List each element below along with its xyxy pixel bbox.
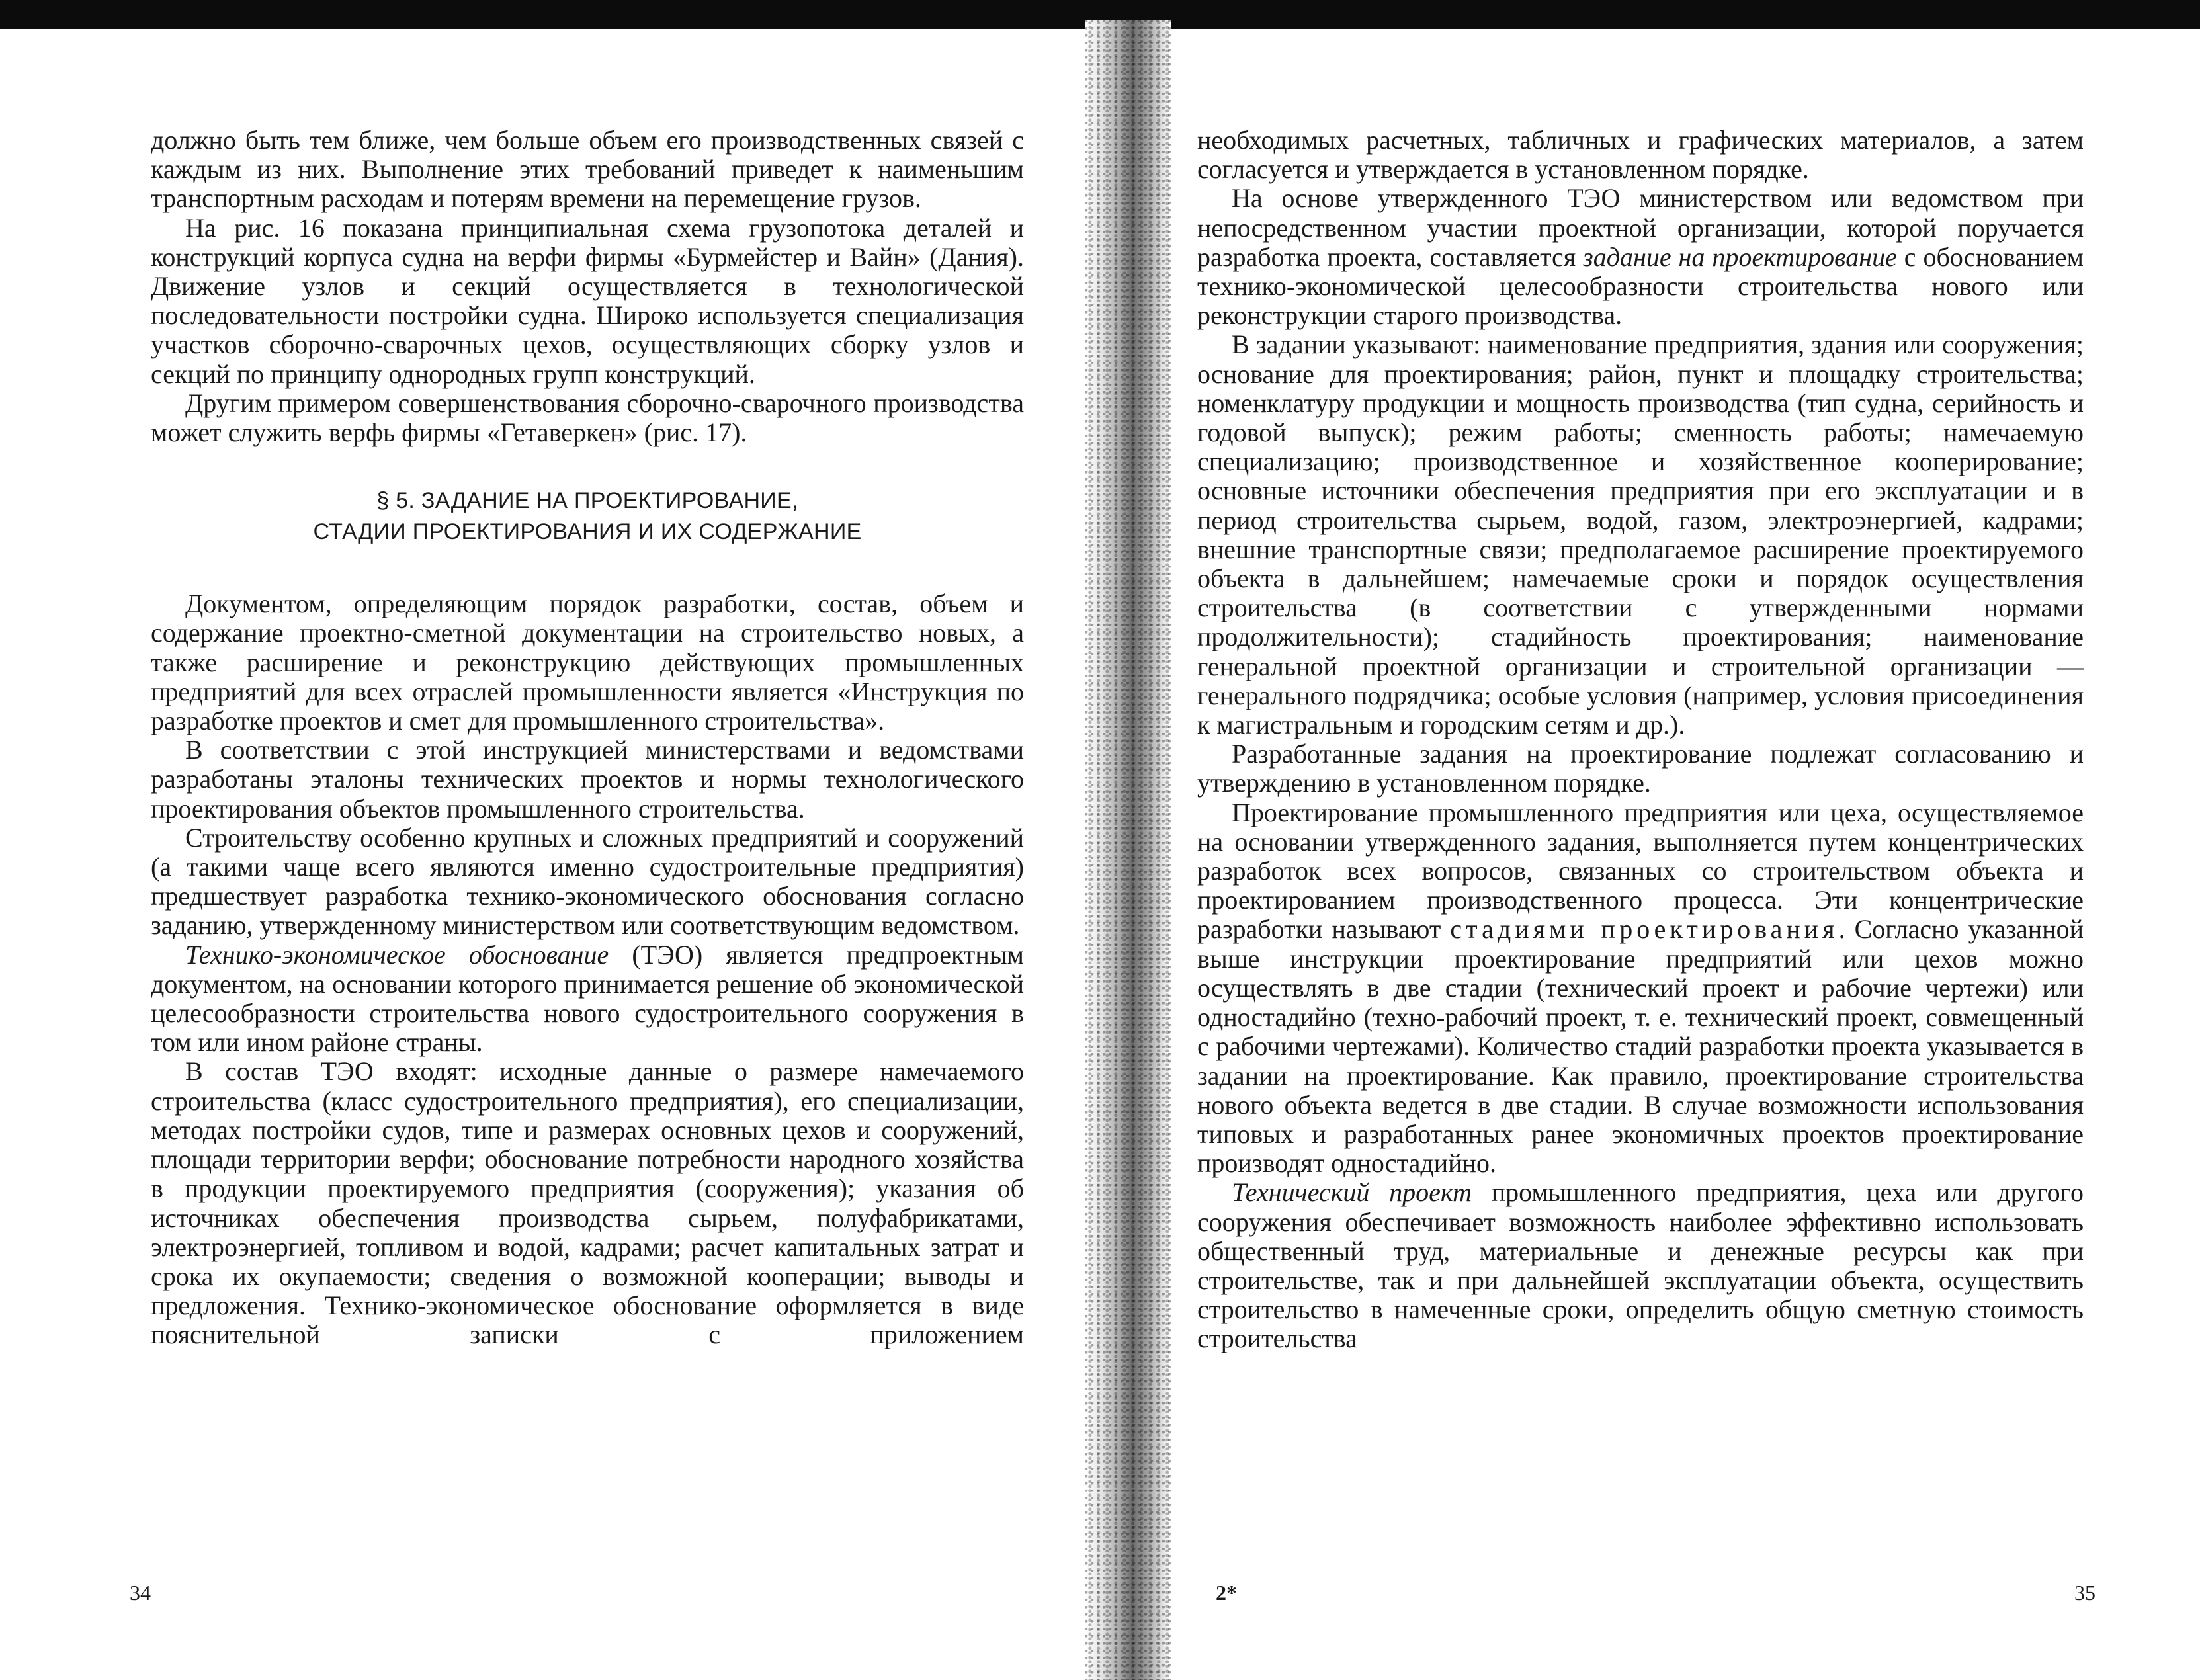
term-tekhnicheskiy-proekt: Технический проект (1232, 1177, 1472, 1208)
term-zadanie: задание на проектирование (1583, 241, 1897, 272)
right-page (1197, 126, 2084, 1354)
signature-mark: 2* (1216, 1581, 1237, 1605)
term-stadii: стадиями проектирования (1450, 914, 1839, 945)
right-paragraph-3: В задании указывают: наименование предприятия, здания или сооружения; основание для проектирования; район, пункт и площадку строительства; номенклатуру продукции и мощность производства (тип судна, серийность и годовой выпуск); режим работы; сменность работы; намечаемую специализацию; производственное и хозяйственное кооперирование; основные источники обеспечения предприятия при его эксплуатации и в период строительства сырьем, водой, газом, электроэнергией, кадрами; внешние транспортные связи; предполагаемое расширение проектируемого объекта в дальнейшем; намечаемые сроки и порядок осуществления строительства (в соответствии с утвержденными нормами продолжительности); стадийность проектирования; наименование генеральной проектной организации и строительной организации — генерального подрядчика; особые условия (например, условия присоединения к магистральным и городским сетям и др.). (1197, 329, 2084, 740)
right-paragraph-4: Разработанные задания на проектирование подлежат согласованию и утверждению в установленном порядке. (1197, 739, 2084, 798)
book-gutter-shadow (1085, 20, 1171, 1680)
right-paragraph-2-start: На основе утвержденного ТЭО министерством или ведомством при непосредственном участии проектной организации, которой поручается разработка проекта, составляется (1197, 183, 2084, 272)
term-teo: Технико-экономическое обоснование (185, 939, 609, 970)
left-paragraph-3: Другим примером совершенствования сборочно-сварочного производства может служить верфь фирмы «Гетаверкен» (рис. 17). (151, 388, 1024, 448)
left-paragraph-5: В соответствии с этой инструкцией министерствами и ведомствами разработаны эталоны технических проектов и нормы технологического проектирования объектов промышленного строительства. (151, 735, 1024, 823)
left-paragraph-4: Документом, определяющим порядок разработки, состав, объем и содержание проектно-сметной документации на строительство новых, а также расширение и реконструкцию действующих промышленных предприятий для всех отраслей промышленности является «Инструкция по разработке проектов и смет для промышленного строительства». (151, 589, 1024, 736)
left-page (151, 126, 1024, 1350)
right-paragraph-2 (1197, 184, 2084, 330)
section-heading-line-1: § 5. ЗАДАНИЕ НА ПРОЕКТИРОВАНИЕ, (376, 488, 798, 514)
right-paragraph-5-start: Проектирование промышленного предприятия или цеха, осуществляемое на основании утвержденного задания, выполняется путем концентрических разработок всех вопросов, связанных со строительством объекта и проектированием производственного процесса. Эти концентрические разработки называют (1197, 797, 2084, 945)
right-paragraph-6 (1197, 1178, 2084, 1353)
page-number-right: 35 (2074, 1581, 2095, 1605)
section-heading-line-2: СТАДИИ ПРОЕКТИРОВАНИЯ И ИХ СОДЕРЖАНИЕ (313, 519, 862, 545)
page-number-left: 34 (130, 1581, 151, 1605)
left-paragraph-8: В состав ТЭО входят: исходные данные о размере намечаемого строительства (класс судостроительного предприятия), его специализации, методах постройки судов, типе и размерах основных цехов и сооружений, площади территории верфи; обоснование потребности народного хозяйства в продукции проектируемого предприятия (сооружения); указания об источниках обеспечения производства сырьем, полуфабрикатами, электроэнергией, топливом и водой, кадрами; расчет капитальных затрат и срока их окупаемости; сведения о возможной кооперации; выводы и предложения. Технико-экономическое обоснование оформляется в виде пояснительной записки с приложением (151, 1056, 1024, 1350)
left-paragraph-2: На рис. 16 показана принципиальная схема грузопотока деталей и конструкций корпуса судна на верфи фирмы «Бурмейстер и Вайн» (Дания). Движение узлов и секций осуществляется в технологической последовательности постройки судна. Широко используется специализация участков сборочно-сварочных цехов, осуществляющих сборку узлов и секций по принципу однородных групп конструкций. (151, 212, 1024, 389)
section-heading (151, 485, 1024, 548)
right-paragraph-5 (1197, 798, 2084, 1179)
right-paragraph-2-end: с обоснованием технико-экономической целесообразности строительства нового или реконструкции старого производства. (1197, 241, 2084, 331)
right-paragraph-5-end: . Согласно указанной выше инструкции проектирование предприятий или цехов можно осуществлять в две стадии (технический проект и рабочие чертежи) или одностадийно (техно-рабочий проект, т. е. технический проект, совмещенный с рабочими чертежами). Количество стадий разработки проекта указывается в задании на проектирование. Как правило, проектирование строительства нового объекта ведется в две стадии. В случае возможности использования типовых и разработанных ранее экономичных проектов проектирование производят одностадийно. (1197, 914, 2084, 1179)
left-paragraph-1: должно быть тем ближе, чем больше объем его производственных связей с каждым из них. Выполнение этих требований приведет к наименьшим транспортным расходам и потерям времени на перемещение грузов. (151, 125, 1024, 214)
left-paragraph-7-text: (ТЭО) является предпроектным документом, на основании которого принимается решение об экономической целесообразности строительства нового судостроительного сооружения в том или ином районе страны. (151, 939, 1024, 1058)
right-paragraph-1: необходимых расчетных, табличных и графических материалов, а затем согласуется и утверждается в установленном порядке. (1197, 125, 2084, 185)
right-paragraph-6-text: промышленного предприятия, цеха или другого сооружения обеспечивает возможность наиболее эффективно использовать общественный труд, материальные и денежные ресурсы как при строительстве, так и при дальнейшей эксплуатации объекта, осуществить строительство в намеченные сроки, определить общую сметную стоимость строительства (1197, 1177, 2084, 1354)
left-paragraph-7 (151, 941, 1024, 1058)
left-paragraph-6: Строительству особенно крупных и сложных предприятий и сооружений (а такими чаще всего являются именно судостроительные предприятия) предшествует разработка технико-экономического обоснования согласно заданию, утвержденному министерством или соответствующим ведомством. (151, 822, 1024, 941)
